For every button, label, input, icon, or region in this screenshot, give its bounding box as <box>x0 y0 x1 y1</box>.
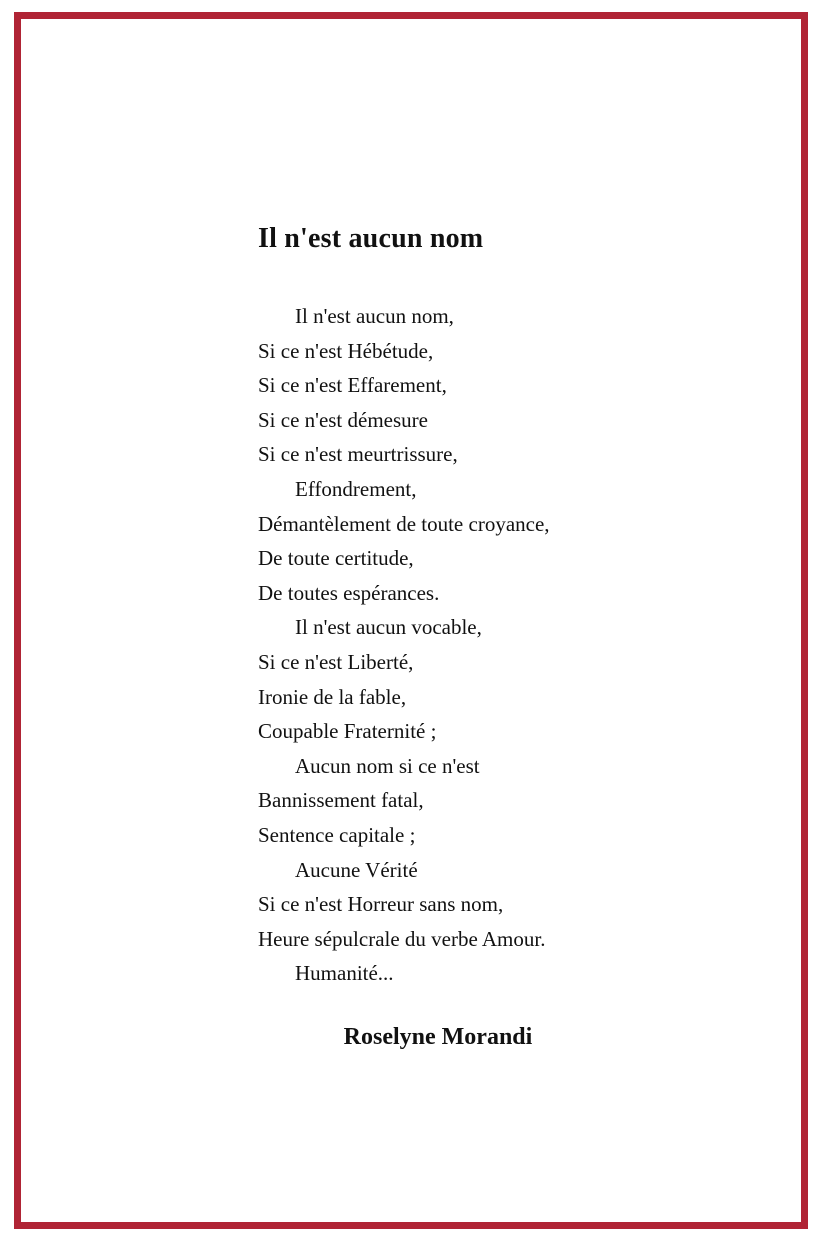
poem-title: Il n'est aucun nom <box>258 223 484 254</box>
page-border-frame <box>14 12 808 1229</box>
poem-line: Il n'est aucun vocable, <box>295 615 482 640</box>
poem-line: Aucun nom si ce n'est <box>295 753 480 778</box>
poem-line: De toute certitude, <box>258 546 414 571</box>
poem-line: Si ce n'est Hébétude, <box>258 338 434 363</box>
poem-line: Heure sépulcrale du verbe Amour. <box>258 926 546 951</box>
poem-line: Coupable Fraternité ; <box>258 719 437 744</box>
poem-line: De toutes espérances. <box>258 580 440 605</box>
poem-line: Aucune Vérité <box>295 857 418 882</box>
poem-line: Sentence capitale ; <box>258 822 416 847</box>
poem-line: Si ce n'est Liberté, <box>258 649 414 674</box>
poem-line: Effondrement, <box>295 476 417 501</box>
poem-body <box>258 299 698 991</box>
poem-container <box>258 217 698 1055</box>
poem-line: Bannissement fatal, <box>258 788 424 813</box>
poem-line: Humanité... <box>295 961 394 986</box>
poem-line: Si ce n'est démesure <box>258 407 428 432</box>
poem-line: Il n'est aucun nom, <box>295 304 454 328</box>
poem-line: Démantèlement de toute croyance, <box>258 511 550 536</box>
poem-line: Si ce n'est Effarement, <box>258 373 447 398</box>
poem-line: Ironie de la fable, <box>258 684 407 709</box>
poem-author: Roselyne Morandi <box>343 1023 533 1050</box>
poem-line: Si ce n'est meurtrissure, <box>258 442 458 467</box>
poem-line: Si ce n'est Horreur sans nom, <box>258 892 504 917</box>
